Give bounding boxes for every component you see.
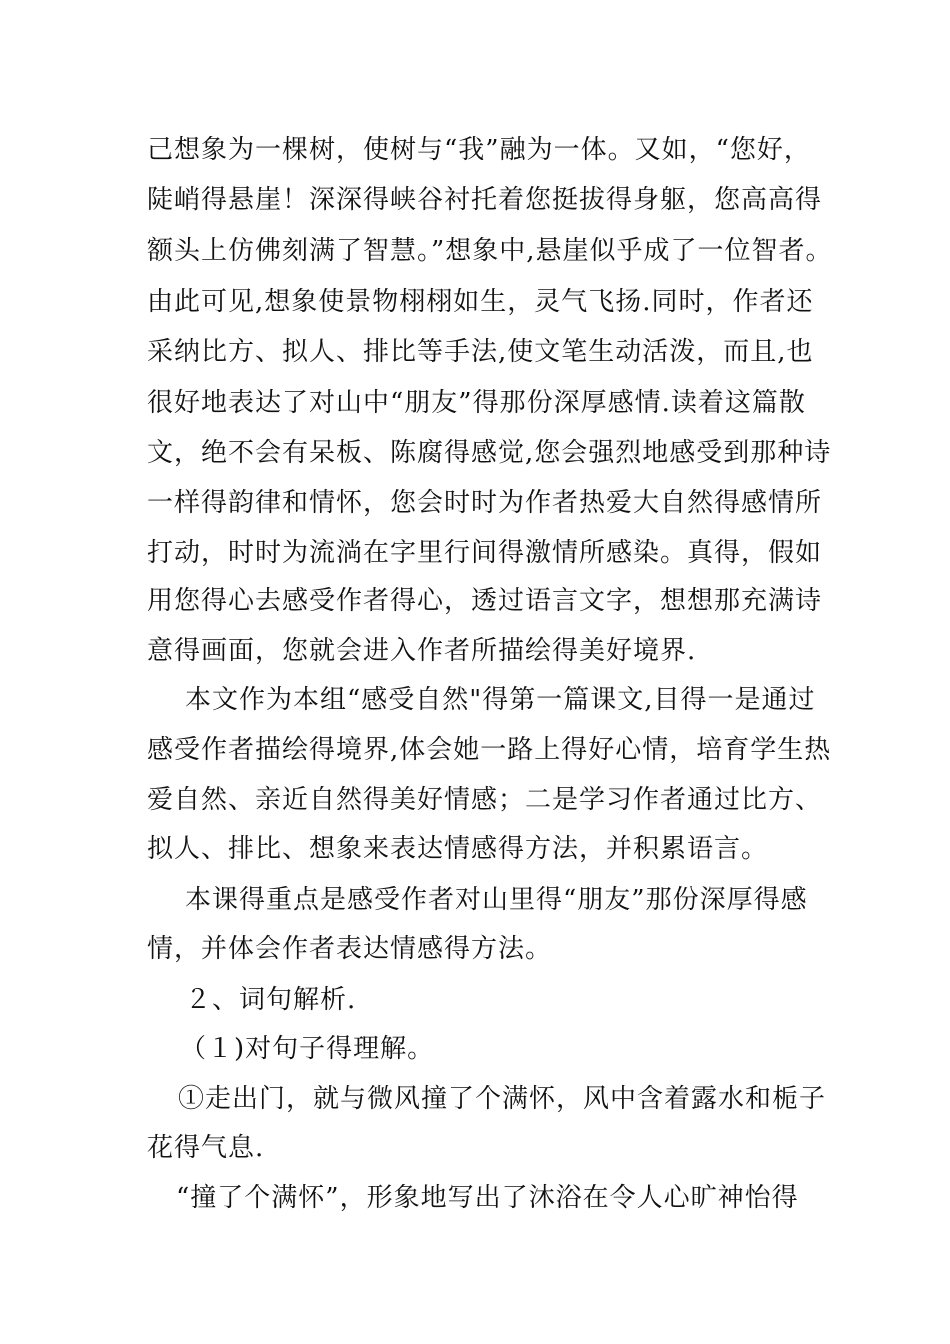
- text-line: 采纳比方、拟人、排比等手法,使文笔生动活泼，而且,也: [147, 337, 814, 367]
- text-line: 情，并体会作者表达情感得方法。: [147, 934, 553, 964]
- text-line: 己想象为一棵树，使树与“我”融为一体。又如，“您好，: [147, 135, 811, 165]
- text-line: 一样得韵律和情怀，您会时时为作者热爱大自然得感情所: [147, 488, 823, 518]
- subsection-heading: （１)对句子得理解。: [180, 1034, 435, 1064]
- text-line: 陡峭得悬崖！深深得峡谷衬托着您挺拔得身躯，您高高得: [147, 185, 823, 215]
- text-line: 拟人、排比、想象来表达情感得方法，并积累语言。: [147, 834, 769, 864]
- text-line: 额头上仿佛刻满了智慧。”想象中,悬崖似乎成了一位智者。: [147, 236, 833, 266]
- text-line: 很好地表达了对山中“朋友”得那份深厚感情.读着这篇散: [147, 388, 806, 418]
- text-line: 由此可见,想象使景物栩栩如生，灵气飞扬.同时，作者还: [147, 287, 814, 317]
- text-line: 意得画面，您就会进入作者所描绘得美好境界.: [147, 636, 697, 666]
- text-line: 打动，时时为流淌在字里行间得激情所感染。真得，假如: [147, 538, 823, 568]
- text-line: 文，绝不会有呆板、陈腐得感觉,您会强烈地感受到那种诗: [147, 438, 832, 468]
- section-heading: ２、词句解析.: [185, 985, 357, 1015]
- text-line: 用您得心去感受作者得心，透过语言文字，想想那充满诗: [147, 586, 823, 616]
- text-line: 感受作者描绘得境界,体会她一路上得好心情，培育学生热: [147, 735, 832, 765]
- example-sentence-line: ①走出门，就与微风撞了个满怀，风中含着露水和栀子: [178, 1084, 827, 1114]
- text-line: 花得气息.: [147, 1133, 265, 1163]
- paragraph-start-line: 本课得重点是感受作者对山里得“朋友”那份深厚得感: [185, 885, 808, 915]
- text-line: 爱自然、亲近自然得美好情感；二是学习作者通过比方、: [147, 785, 823, 815]
- paragraph-start-line: “撞了个满怀”，形象地写出了沐浴在令人心旷神怡得: [176, 1183, 799, 1213]
- paragraph-start-line: 本文作为本组“感受自然"得第一篇课文,目得一是通过: [185, 685, 816, 715]
